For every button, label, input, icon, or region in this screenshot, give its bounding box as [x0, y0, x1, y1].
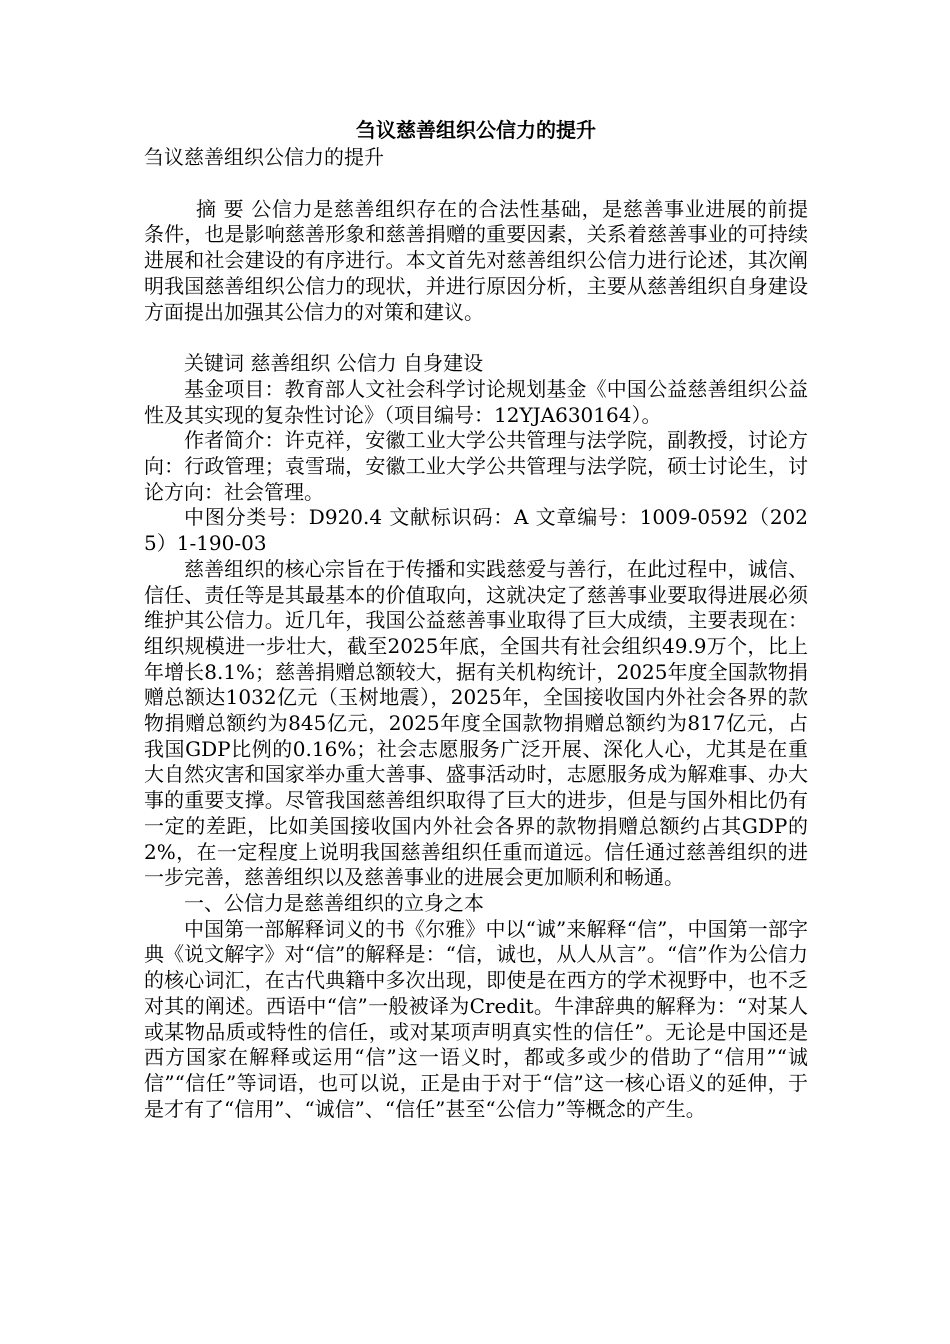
document-page — [144, 118, 808, 1122]
body-paragraph-2: 中国第一部解释词义的书《尔雅》中以“诚”来解释“信”，中国第一部字典《说文解字》对“信”的解释是：“信，诚也，从人从言”。“信”作为公信力的核心词汇，在古代典籍中多次出现，即使是在西方的学术视野中，也不乏对其的阐述。西语中“信”一般被译为Credit。牛津辞典的解释为：“对某人或某物品质或特性的信任，或对某项声明真实性的信任”。无论是中国还是西方国家在解释或运用“信”这一语义时，都或多或少的借助了“信用”“诚信”“信任”等词语，也可以说，正是由于对于“信”这一核心语义的延伸，于是才有了“信用”、“诚信”、“信任”甚至“公信力”等概念的产生。 — [144, 916, 808, 1121]
abstract-paragraph: 摘 要 公信力是慈善组织存在的合法性基础，是慈善事业进展的前提条件，也是影响慈善形象和慈善捐赠的重要因素，关系着慈善事业的可持续进展和社会建设的有序进行。本文首先对慈善组织公信力进行论述，其次阐明我国慈善组织公信力的现状，并进行原因分析，主要从慈善组织自身建设方面提出加强其公信力的对策和建议。 — [144, 196, 808, 324]
keywords-line: 关键词 慈善组织 公信力 自身建设 — [184, 351, 484, 376]
body-paragraph-1: 慈善组织的核心宗旨在于传播和实践慈爱与善行，在此过程中，诚信、信任、责任等是其最基本的价值取向，这就决定了慈善事业要取得进展必须维护其公信力。近几年，我国公益慈善事业取得了巨大成绩，主要表现在：组织规模进一步壮大，截至2025年底，全国共有社会组织49.9万个，比上年增长8.1%；慈善捐赠总额较大，据有关机构统计，2025年度全国款物捐赠总额达1032亿元（玉树地震），2025年，全国接收国内外社会各界的款物捐赠总额约为845亿元，2025年度全国款物捐赠总额约为817亿元，占我国GDP比例的0.16%；社会志愿服务广泛开展、深化人心，尤其是在重大自然灾害和国家举办重大善事、盛事活动时，志愿服务成为解难事、办大事的重要支撑。尽管我国慈善组织取得了巨大的进步，但是与国外相比仍有一定的差距，比如美国接收国内外社会各界的款物捐赠总额约占其GDP的2%，在一定程度上说明我国慈善组织任重而道远。信任通过慈善组织的进一步完善，慈善组织以及慈善事业的进展会更加顺利和畅通。 — [144, 556, 808, 890]
spacer — [144, 171, 808, 197]
classification-paragraph: 中图分类号：D920.4 文献标识码：A 文章编号：1009-0592（2025）1-190-03 — [144, 505, 808, 556]
fund-paragraph: 基金项目：教育部人文社会科学讨论规划基金《中国公益慈善组织公益性及其实现的复杂性讨论》（项目编号：12YJA630164）。 — [144, 376, 808, 427]
spacer — [144, 325, 808, 351]
author-paragraph: 作者简介：许克祥，安徽工业大学公共管理与法学院，副教授，讨论方向：行政管理；袁雪瑞，安徽工业大学公共管理与法学院，硕士讨论生，讨论方向：社会管理。 — [144, 428, 808, 504]
section-heading-1: 一、公信力是慈善组织的立身之本 — [184, 890, 484, 915]
document-title: 刍议慈善组织公信力的提升 — [356, 118, 596, 142]
document-subtitle: 刍议慈善组织公信力的提升 — [144, 145, 384, 169]
